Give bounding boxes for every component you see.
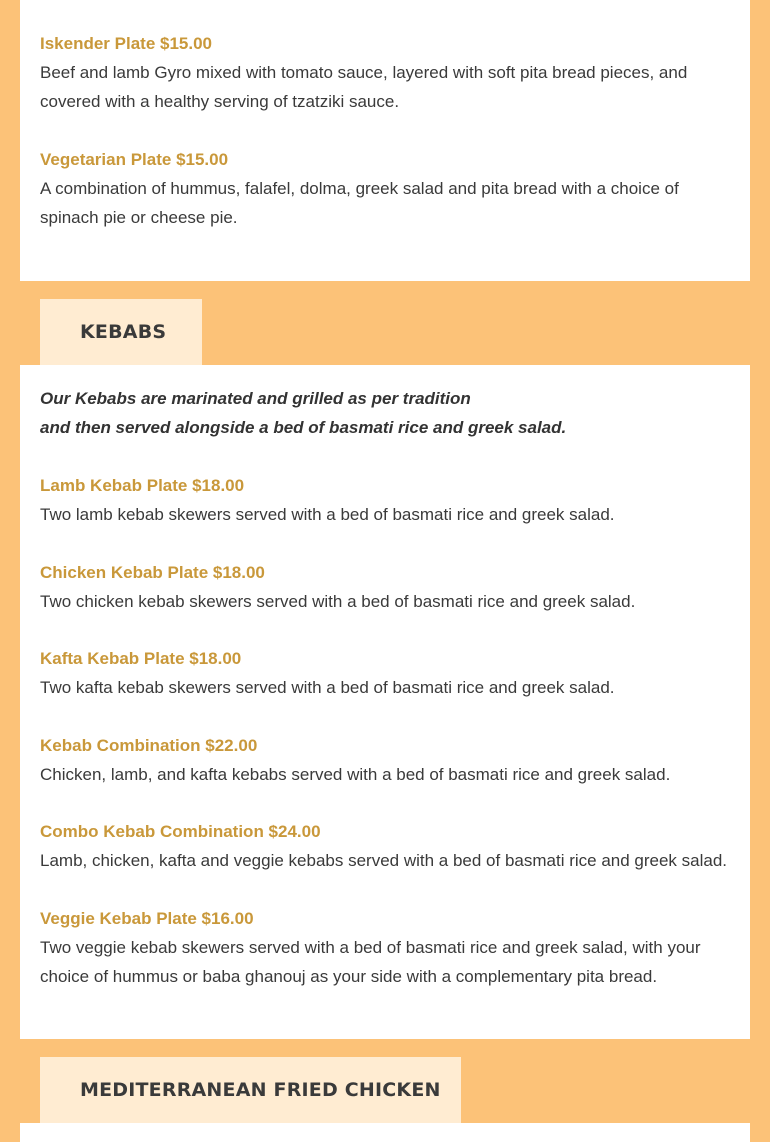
- menu-item: [40, 731, 730, 789]
- menu-item-description: Chicken, lamb, and kafta kebabs served with a bed of basmati rice and greek salad.: [40, 765, 671, 784]
- menu-item-description: Beef and lamb Gyro mixed with tomato sauce, layered with soft pita bread pieces, and covered with a healthy serving of tzatziki sauce.: [40, 63, 688, 111]
- section-intro: [40, 384, 730, 442]
- menu-item-description: Two lamb kebab skewers served with a bed of basmati rice and greek salad.: [40, 505, 615, 524]
- section-title: KEBABS: [80, 321, 167, 343]
- menu-item-name: Combo Kebab Combination $24.00: [40, 822, 321, 841]
- menu-item-name: Veggie Kebab Plate $16.00: [40, 909, 254, 928]
- menu-item-description: Two kafta kebab skewers served with a bed of basmati rice and greek salad.: [40, 678, 615, 697]
- menu-item-description: A combination of hummus, falafel, dolma, greek salad and pita bread with a choice of spinach pie or cheese pie.: [40, 179, 679, 227]
- menu-item-name: Chicken Kebab Plate $18.00: [40, 563, 265, 582]
- menu-item-name: Kebab Combination $22.00: [40, 736, 258, 755]
- menu-item: [40, 29, 730, 116]
- menu-item-name: Kafta Kebab Plate $18.00: [40, 649, 242, 668]
- menu-item-description: Two veggie kebab skewers served with a bed of basmati rice and greek salad, with your choice of hummus or baba ghanouj as your side with a complementary pita bread.: [40, 938, 701, 986]
- menu-item: [40, 817, 730, 875]
- menu-item: [40, 558, 730, 616]
- menu-item-name: Vegetarian Plate $15.00: [40, 150, 229, 169]
- menu-panel-plates: [20, 0, 750, 281]
- menu-item: [40, 904, 730, 991]
- menu-item: [40, 644, 730, 702]
- section-title: MEDITERRANEAN FRIED CHICKEN: [80, 1079, 441, 1101]
- menu-item: [40, 471, 730, 529]
- menu-item-description: Lamb, chicken, kafta and veggie kebabs served with a bed of basmati rice and greek salad.: [40, 851, 728, 870]
- menu-item-description: Two chicken kebab skewers served with a bed of basmati rice and greek salad.: [40, 592, 636, 611]
- intro-line: Our Kebabs are marinated and grilled as per tradition: [40, 389, 471, 408]
- intro-line: and then served alongside a bed of basmati rice and greek salad.: [40, 418, 567, 437]
- section-heading-kebabs: [40, 299, 202, 365]
- menu-panel-fried-chicken: [20, 1123, 750, 1142]
- section-heading-fried-chicken: [40, 1057, 461, 1123]
- menu-panel-kebabs: [20, 365, 750, 1039]
- menu-item: [40, 145, 730, 232]
- menu-item-name: Lamb Kebab Plate $18.00: [40, 476, 245, 495]
- menu-item-name: Iskender Plate $15.00: [40, 34, 213, 53]
